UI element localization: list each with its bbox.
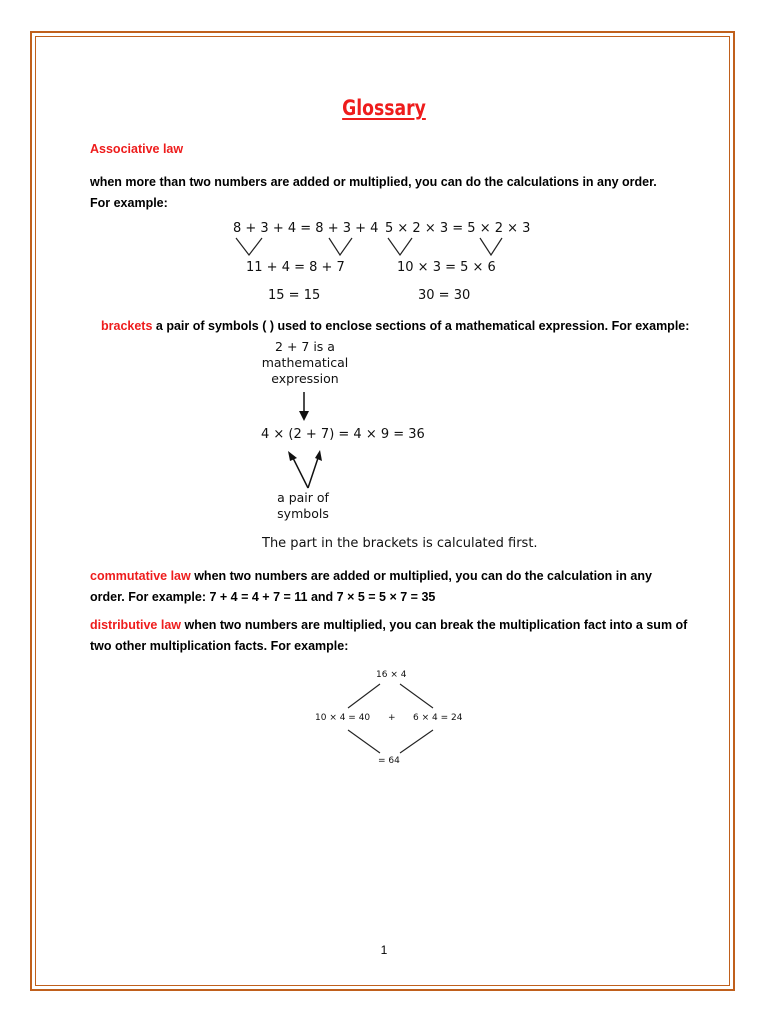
associative-mul-row3: 30 = 30 (418, 288, 471, 303)
brackets-definition: brackets a pair of symbols ( ) used to enclose sections of a mathematical expression. For example: (101, 319, 690, 333)
distributive-left: 10 × 4 = 40 (315, 713, 371, 723)
associative-mul-row2: 10 × 3 = 5 × 6 (397, 260, 496, 275)
brackets-expression: 4 × (2 + 7) = 4 × 9 = 36 (261, 427, 425, 442)
brackets-bottom-label-line1: a pair of (277, 490, 329, 505)
commutative-definition: commutative law when two numbers are added or multiplied, you can do the calculation in any order. For example: 7 + 4 = 4 + 7 = 11 and 7 × 5 = 5 × 7 = 35 (90, 569, 652, 604)
distributive-bottom: = 64 (378, 756, 400, 766)
associative-add-row1: 8 + 3 + 4 = 8 + 3 + 4 (233, 221, 379, 236)
distributive-plus: + (388, 713, 396, 723)
brackets-top-label-line1: 2 + 7 is a (275, 339, 335, 354)
brackets-bottom-label-line2: symbols (277, 506, 329, 521)
brackets-top-label-line2: mathematical (261, 355, 349, 370)
distributive-right: 6 × 4 = 24 (413, 713, 463, 723)
brackets-top-label-line3: expression (271, 371, 339, 386)
page-number: 1 (380, 943, 388, 957)
associative-term: Associative law (90, 142, 184, 156)
distributive-top: 16 × 4 (376, 670, 407, 680)
distributive-definition: distributive law when two numbers are multiplied, you can break the multiplication fact into a sum of two other multiplication facts. For example: (90, 618, 688, 653)
brackets-caption: The part in the brackets is calculated first. (262, 536, 538, 551)
associative-mul-row1: 5 × 2 × 3 = 5 × 2 × 3 (385, 221, 531, 236)
page-title: Glossary (342, 96, 426, 120)
associative-definition: when more than two numbers are added or multiplied, you can do the calculations in any order. For example: (90, 175, 657, 210)
associative-add-row3: 15 = 15 (268, 288, 321, 303)
associative-add-row2: 11 + 4 = 8 + 7 (246, 260, 345, 275)
